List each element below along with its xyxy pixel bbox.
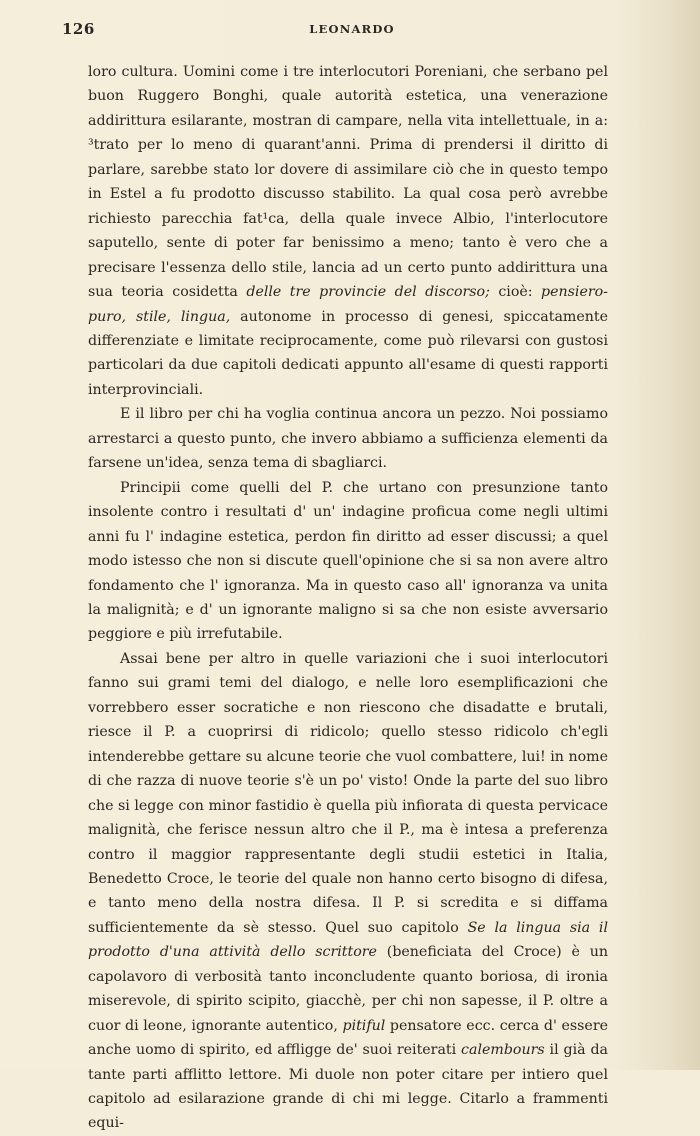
- text-run: cioè:: [489, 284, 542, 301]
- text-run: loro cultura. Uomini come i tre interlocutori Poreniani, che serbano pel buon Ruggero Bonghi, quale autorità estetica, una venerazione addirittura esilarante, mostran di campare, nella vita intellettuale, in a: ³trato per lo meno di quarant'anni. Prima di prendersi il diritto di parlare, sarebbe stato lor dovere di assimilare ciò che in questo tempo in Estel a fu prodotto discusso stabilito. La qual cosa però avrebbe richiesto parecchia fat¹ca, della quale invece Albio, l'interlocutore saputello, sente di poter far benissimo a meno; tanto è vero che a precisare l'essenza dello stile, lancia ad un certo punto addirittura una sua teoria cosidetta: [88, 64, 608, 301]
- page-header: [62, 20, 642, 44]
- page-number: 126: [62, 20, 95, 38]
- italic-run: delle tre provincie del discorso;: [246, 284, 490, 301]
- text-run: pensatore ecc. cerca d' essere anche uomo di spirito, ed affligge de' suoi reiterati: [88, 1017, 608, 1059]
- italic-run: Se la lingua sia il prodotto d'una attività dello scrittore: [88, 919, 608, 961]
- text-run: autonome in processo di genesi, spiccatamente differenziate e limitate reciprocamente, come può rilevarsi con gustosi particolari da due capitoli dedicati appunto all'esame di questi rapporti interprovinciali.: [88, 308, 609, 398]
- text-run: Principii come quelli del P. che urtano con presunzione tanto insolente contro i resultati d' un' indagine proficua come negli ultimi anni fu l' indagine estetica, perdon fin diritto ad esser discussi; a quel modo istesso che non si discute quell'opinione che si sa non avere altro fondamento che l' ignoranza. Ma in questo caso all' ignoranza va unita la malignità; e d' un ignorante maligno si sa che non esiste avversario peggiore e più irrefutabile.: [88, 479, 608, 643]
- text-run: il già da tante parti afflitto lettore. Mi duole non poter citare per intiero quel capitolo ad esilarazione grande di chi mi legge. Citarlo a frammenti equi-: [88, 1042, 608, 1132]
- text-run: (beneficiata del Croce) è un capolavoro di verbosità tanto inconcludente quanto boriosa, di ironia miserevole, di spirito scipito, giacchè, per chi non sapesse, il P. oltre a cuor di leone, ignorante autentico,: [88, 944, 608, 1034]
- italic-run: pensiero-puro, stile, lingua,: [88, 284, 608, 325]
- italic-run: pitiful: [342, 1017, 386, 1034]
- body-text: [88, 60, 608, 1136]
- paragraph-3: [88, 476, 608, 647]
- paragraph-1: [88, 60, 608, 402]
- running-title: LEONARDO: [309, 22, 395, 36]
- text-run: Assai bene per altro in quelle variazioni che i suoi interlocutori fanno sui grami temi del dialogo, e nelle loro esemplificazioni che vorrebbero esser socratiche e non riescono che disadatte e brutali, riesce il P. a cuoprirsi di ridicolo; quello stesso ridicolo ch'egli intenderebbe gettare su alcune teorie che vuol combattere, lui! in nome di che razza di nuove teorie s'è un po' visto! Onde la parte del suo libro che si legge con minor fastidio è quella più infiorata di questa pervicace malignità, che ferisce nessun altro che il P., ma è intesa a preferenza contro il maggior rappresentante degli studii estetici in Italia, Benedetto Croce, le teorie del quale non hanno certo bisogno di difesa, e tanto meno della nostra difesa. Il P. si scredita e si diffama sufficientemente da sè stesso. Quel suo capitolo: [88, 650, 608, 936]
- paragraph-4: [88, 647, 608, 1136]
- italic-run: calembours: [461, 1042, 545, 1059]
- paragraph-2: [88, 402, 608, 475]
- text-run: E il libro per chi ha voglia continua ancora un pezzo. Noi possiamo arrestarci a questo punto, che invero abbiamo a sufficienza elementi da farsene un'idea, senza tema di sbagliarci.: [88, 406, 608, 472]
